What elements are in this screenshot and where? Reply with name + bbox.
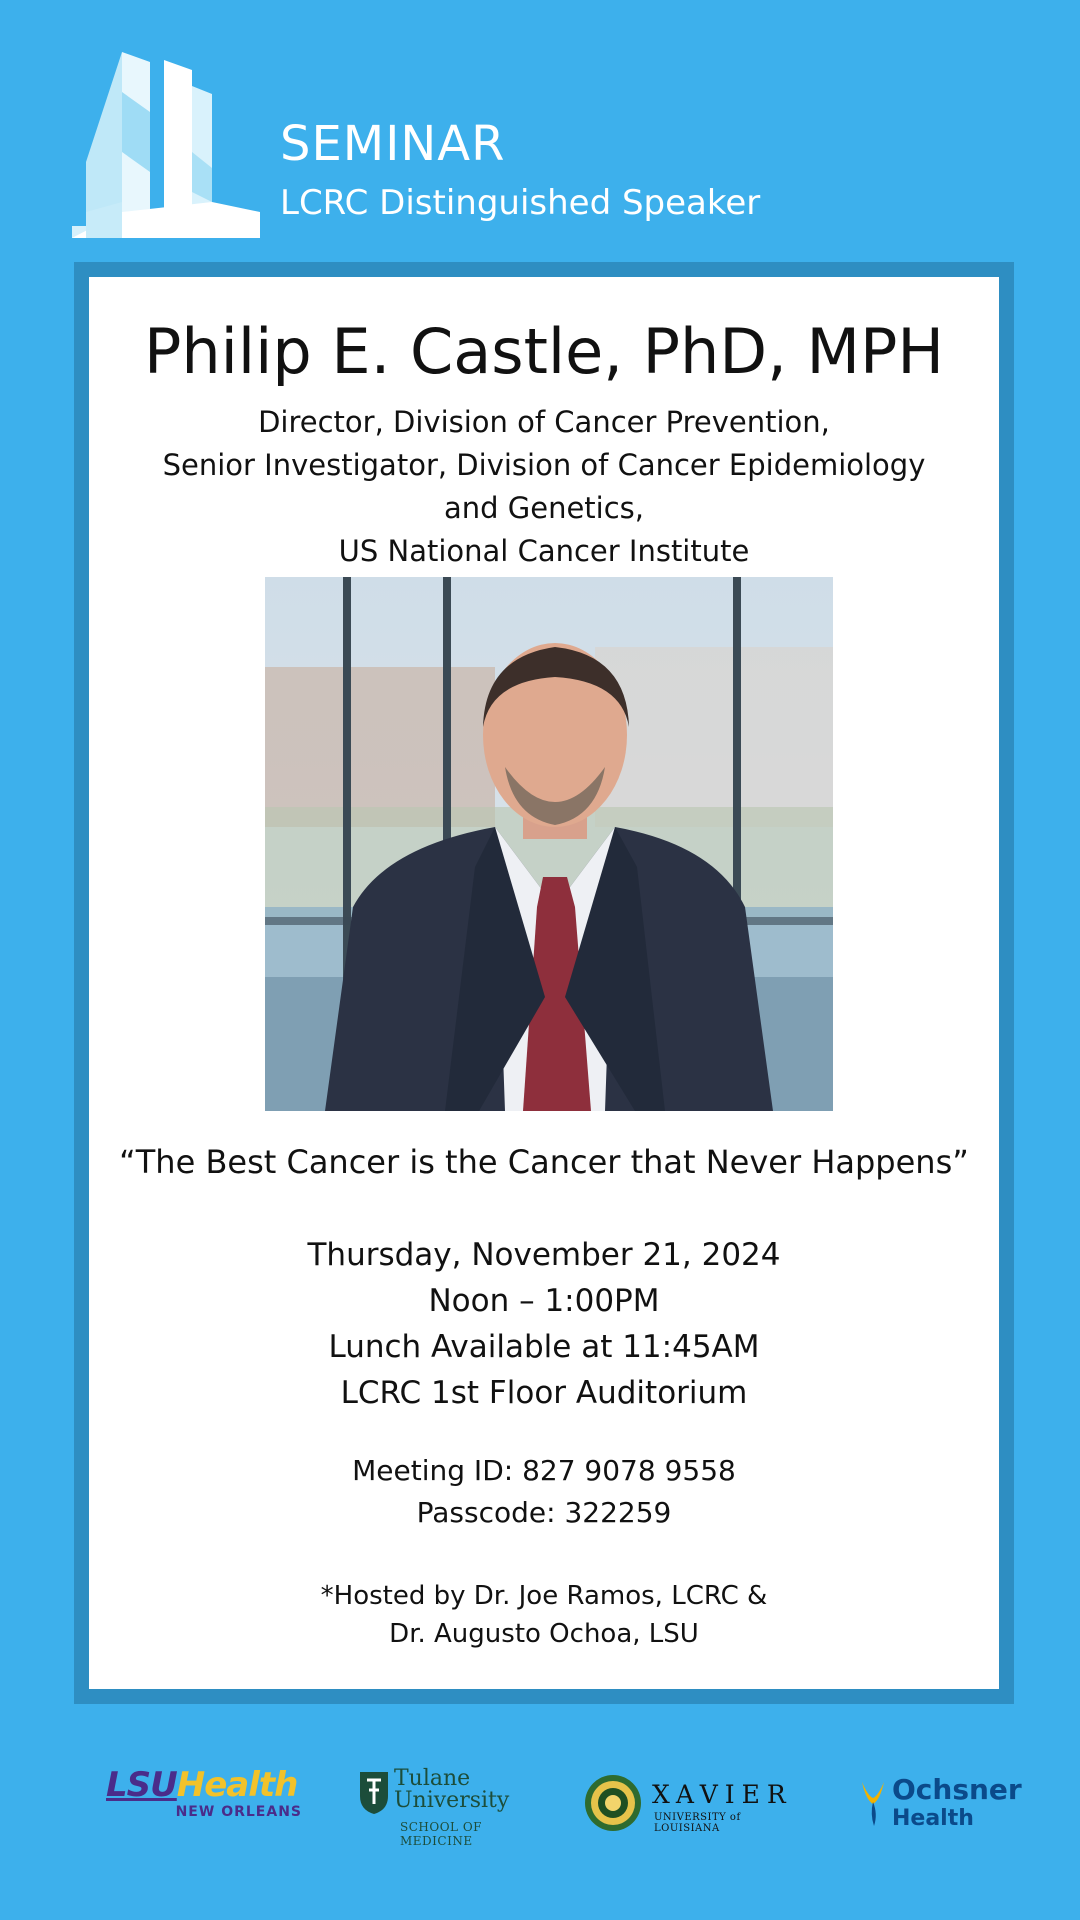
xavier-subtitle: UNIVERSITY of LOUISIANA	[654, 1812, 741, 1834]
seminar-heading: SEMINAR	[280, 116, 506, 172]
affiliation-line: and Genetics,	[443, 491, 644, 525]
affiliation-line: Director, Division of Cancer Prevention,	[258, 405, 830, 439]
meeting-info	[89, 1450, 999, 1534]
speaker-name: Philip E. Castle, PhD, MPH	[143, 315, 945, 388]
announcement-card-frame	[74, 262, 1014, 1704]
ochsner-health-logo	[858, 1768, 1022, 1838]
event-date: Thursday, November 21, 2024	[307, 1237, 781, 1273]
host-info	[89, 1577, 999, 1653]
speaker-affiliation	[89, 401, 999, 573]
affiliation-line: Senior Investigator, Division of Cancer Epidemiology	[162, 448, 926, 482]
announcement-card	[89, 277, 999, 1689]
xavier-name: XAVIER	[652, 1780, 793, 1809]
host-line: Dr. Augusto Ochoa, LSU	[389, 1619, 699, 1649]
ochsner-subtitle: Health	[892, 1806, 974, 1831]
meeting-passcode: Passcode: 322259	[416, 1496, 672, 1529]
xavier-university-logo	[584, 1768, 796, 1838]
tulane-name	[394, 1768, 509, 1812]
event-location: LCRC 1st Floor Auditorium	[340, 1375, 748, 1411]
health-text: Health	[176, 1765, 298, 1805]
tulane-shield-icon	[358, 1770, 390, 1816]
seminar-subheading: LCRC Distinguished Speaker	[280, 183, 761, 223]
tulane-school: SCHOOL OF MEDICINE	[400, 1820, 482, 1848]
event-details	[89, 1232, 999, 1416]
host-line: *Hosted by Dr. Joe Ramos, LCRC &	[320, 1581, 768, 1611]
lsu-health-logo	[106, 1765, 302, 1838]
affiliation-line: US National Cancer Institute	[338, 534, 750, 568]
event-lunch: Lunch Available at 11:45AM	[328, 1329, 760, 1365]
tulane-university-logo	[358, 1766, 548, 1848]
talk-title: “The Best Cancer is the Cancer that Never Happens”	[119, 1143, 969, 1181]
event-time: Noon – 1:00PM	[428, 1283, 660, 1319]
tulane-name-line: Tulane	[394, 1766, 471, 1791]
ochsner-mark-icon	[858, 1778, 888, 1828]
lsu-subtitle: NEW ORLEANS	[175, 1804, 302, 1820]
lsu-text: LSU	[106, 1765, 177, 1805]
speaker-photo	[265, 577, 833, 1111]
xavier-seal-icon	[584, 1774, 642, 1832]
ochsner-name: Ochsner	[892, 1773, 1022, 1806]
meeting-id: Meeting ID: 827 9078 9558	[352, 1454, 736, 1487]
lcrc-building-logo	[72, 52, 260, 238]
tulane-name-line: University	[394, 1788, 510, 1813]
